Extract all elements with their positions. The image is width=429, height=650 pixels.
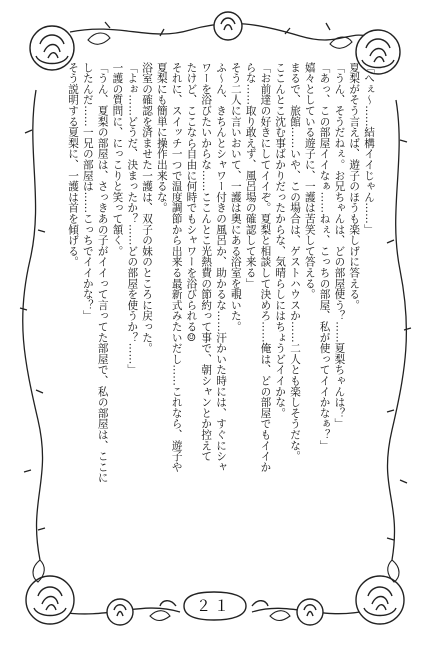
text-line: 夏梨にも簡単に操作出来るな。 [155,62,168,214]
vertical-text-body [58,62,376,524]
text-line: ふ～ん、きちんとシャワー付きの風呂か、助かるな……汗かいた時には、すぐにシャ [215,62,228,473]
text-line: 浴室の確認を済ませた一護は、双子の妹のところに戻った。 [141,62,154,354]
text-line: したんだ……一兄の部屋は……こっちでイイかな？」 [81,62,94,322]
page-number: ２１ [195,597,232,615]
text-line: まるで、旅館……いや、この場合は、ゲストハウスか……二人とも楽しそうだな。 [289,62,302,462]
text-line: 「へぇ～……結構イイじゃん……」 [363,62,375,235]
text-line: 夏梨がそう言えば、遊子のほうも楽しげに答える。 [348,62,361,311]
rose-bottom-left [26,576,74,624]
text-line: ワーを浴びたいからな……ここんとこ光熱費の節約って事で、朝シャンとか控えて [200,62,213,462]
text-line: 嬉々としている遊子に、一護は苦笑して答える。 [303,62,316,300]
text-line: 「よぉ……どうだ、決まったか？……どの部屋を使うか？……」 [126,62,139,376]
right-vine [387,100,406,560]
text-line: らな……取り敢えず、風呂場の確認して来る」 [244,62,257,289]
text-line: 「あっ、この部屋イイなぁ……ねぇ、こっちの部屋、私が使ってイイかなぁ？」 [318,62,331,451]
text-line: 「うん、そうだねぇ。お兄ちゃんは、どの部屋使う？……夏梨ちゃんは？」 [333,62,346,430]
text-line: そう二人に言いおいて、一護は奥にある浴室を覗いた。 [229,62,242,332]
text-line: たけど、ここなら自由に何時でもシャワーを浴びられる☺ [185,62,198,345]
rose-bottom-mid-left [107,599,133,625]
text-line: 「うん、夏梨の部屋は、さっきあの子がイイって言ってた部屋で、私の部屋は、ここに [96,62,109,484]
text-line: それに、スイッチ一つで温度調節から出来る最新式みたいだし……これなら、遊子や [170,62,183,473]
rose-bottom-mid-right [297,599,323,625]
rose-top-center [214,12,242,40]
text-line: 一護の質問に、にっこりと笑って頷く。 [111,62,124,257]
text-line: そう説明する夏梨に、一護は首を傾げる。 [67,62,80,268]
left-vine [23,90,43,560]
text-line: 「お前達の好きにしてイイぞ。夏梨と相談して決めろ……俺は、どの部屋でもイイか [259,62,272,473]
rose-bottom-right [356,576,404,624]
text-line: ここんとこ沈む事ばかりだったからな、気晴らしにはちょうどイイかな。 [274,62,287,419]
